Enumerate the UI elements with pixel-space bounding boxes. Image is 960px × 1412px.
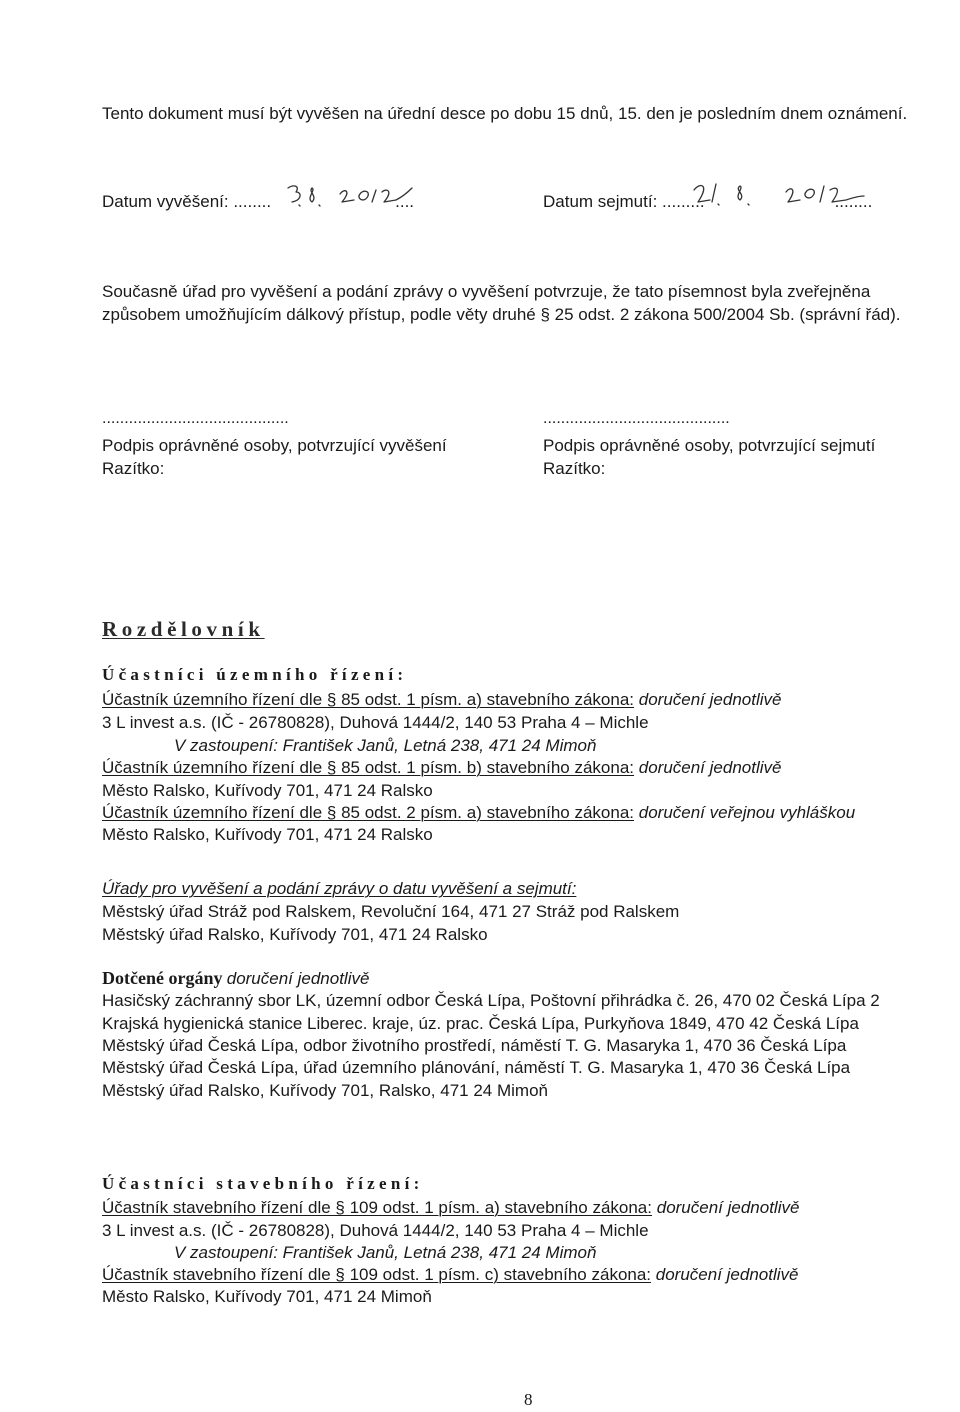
- statement-line-2: způsobem umožňujícím dálkový přístup, podle věty druhé § 25 odst. 2 zákona 500/2004 Sb. (správní řád).: [102, 305, 901, 324]
- building-participant-2-delivery: doručení jednotlivě: [655, 1265, 799, 1284]
- removed-date-handwritten: [690, 176, 870, 212]
- affected-authority-item: Krajská hygienická stanice Liberec. kraje, úz. prac. Česká Lípa, Purkyňova 1849, 470 42 Česká Lípa: [102, 1014, 859, 1033]
- zoning-participant-2-delivery: doručení jednotlivě: [638, 758, 782, 777]
- posted-date-label: Datum vyvěšení:: [102, 192, 234, 211]
- zoning-participant-2-ref: [102, 758, 781, 778]
- zoning-participants-heading: Účastníci územního řízení:: [102, 665, 408, 684]
- posted-date-dots-end: ....: [395, 192, 415, 211]
- removed-date-dots-end: ........: [834, 192, 873, 211]
- building-participant-1-name: 3 L invest a.s. (IČ - 26780828), Duhová 1444/2, 140 53 Praha 4 – Michle: [102, 1221, 649, 1240]
- statement-line-1: Současně úřad pro vyvěšení a podání zprávy o vyvěšení potvrzuje, že tato písemnost byla zveřejněna: [102, 282, 871, 301]
- affected-authority-item: Hasičský záchranný sbor LK, územní odbor Česká Lípa, Poštovní přihrádka č. 26, 470 02 Česká Lípa 2: [102, 991, 880, 1010]
- building-participant-1-ref: [102, 1198, 799, 1218]
- signature-line-right: ..........................................: [543, 410, 730, 427]
- stamp-label-posting: Razítko:: [102, 459, 165, 478]
- building-participant-1-representative: V zastoupení: František Janů, Letná 238, 471 24 Mimoň: [174, 1243, 597, 1262]
- signature-label-removal: Podpis oprávněné osoby, potvrzující sejmutí: [543, 436, 876, 455]
- affected-authorities-delivery: doručení jednotlivě: [226, 969, 370, 988]
- affected-authority-item: Městský úřad Česká Lípa, odbor životního prostředí, náměstí T. G. Masaryka 1, 470 36 Česká Lípa: [102, 1036, 847, 1055]
- building-participant-1-law: Účastník stavebního řízení dle § 109 odst. 1 písm. a) stavebního zákona:: [102, 1198, 652, 1217]
- zoning-participant-3-delivery: doručení veřejnou vyhláškou: [638, 803, 856, 822]
- signature-line-left: ..........................................: [102, 410, 289, 427]
- zoning-participant-1-name: 3 L invest a.s. (IČ - 26780828), Duhová 1444/2, 140 53 Praha 4 – Michle: [102, 713, 649, 732]
- removed-date-label: Datum sejmutí:: [543, 192, 663, 211]
- posting-office-item: Městský úřad Ralsko, Kuřívody 701, 471 24 Ralsko: [102, 925, 488, 944]
- zoning-participant-3-name: Město Ralsko, Kuřívody 701, 471 24 Ralsko: [102, 825, 433, 844]
- zoning-participant-1-ref: [102, 690, 781, 710]
- distribution-title: Rozdělovník: [102, 617, 265, 641]
- posted-date-handwritten: [282, 178, 432, 212]
- zoning-participant-3-law: Účastník územního řízení dle § 85 odst. 2 písm. a) stavebního zákona:: [102, 803, 635, 822]
- building-participant-2-name: Město Ralsko, Kuřívody 701, 471 24 Mimoň: [102, 1287, 432, 1306]
- removed-date-dots: .........: [662, 192, 705, 211]
- building-participants-heading: Účastníci stavebního řízení:: [102, 1174, 424, 1193]
- zoning-participant-2-name: Město Ralsko, Kuřívody 701, 471 24 Ralsko: [102, 781, 433, 800]
- posting-offices-heading: Úřady pro vyvěšení a podání zprávy o datu vyvěšení a sejmutí:: [102, 879, 577, 898]
- building-participant-1-delivery: doručení jednotlivě: [656, 1198, 800, 1217]
- posting-office-item: Městský úřad Stráž pod Ralskem, Revoluční 164, 471 27 Stráž pod Ralskem: [102, 902, 680, 921]
- posted-date-dots: ........: [233, 192, 272, 211]
- zoning-participant-1-law: Účastník územního řízení dle § 85 odst. 1 písm. a) stavebního zákona:: [102, 690, 635, 709]
- affected-authorities-title: Dotčené orgány: [102, 968, 223, 988]
- page-number: 8: [524, 1390, 533, 1409]
- affected-authority-item: Městský úřad Ralsko, Kuřívody 701, Ralsko, 471 24 Mimoň: [102, 1081, 548, 1100]
- posting-notice: Tento dokument musí být vyvěšen na úřední desce po dobu 15 dnů, 15. den je posledním dnem oznámení.: [102, 104, 908, 123]
- building-participant-2-ref: [102, 1265, 798, 1285]
- affected-authority-item: Městský úřad Česká Lípa, úřad územního plánování, náměstí T. G. Masaryka 1, 470 36 Česká Lípa: [102, 1058, 851, 1077]
- zoning-participant-1-representative: V zastoupení: František Janů, Letná 238, 471 24 Mimoň: [174, 736, 597, 755]
- affected-authorities-heading: [102, 968, 369, 989]
- zoning-participant-3-ref: [102, 803, 855, 823]
- zoning-participant-1-delivery: doručení jednotlivě: [638, 690, 782, 709]
- building-participant-2-law: Účastník stavebního řízení dle § 109 odst. 1 písm. c) stavebního zákona:: [102, 1265, 652, 1284]
- stamp-label-removal: Razítko:: [543, 459, 606, 478]
- signature-label-posting: Podpis oprávněné osoby, potvrzující vyvěšení: [102, 436, 447, 455]
- zoning-participant-2-law: Účastník územního řízení dle § 85 odst. 1 písm. b) stavebního zákona:: [102, 758, 635, 777]
